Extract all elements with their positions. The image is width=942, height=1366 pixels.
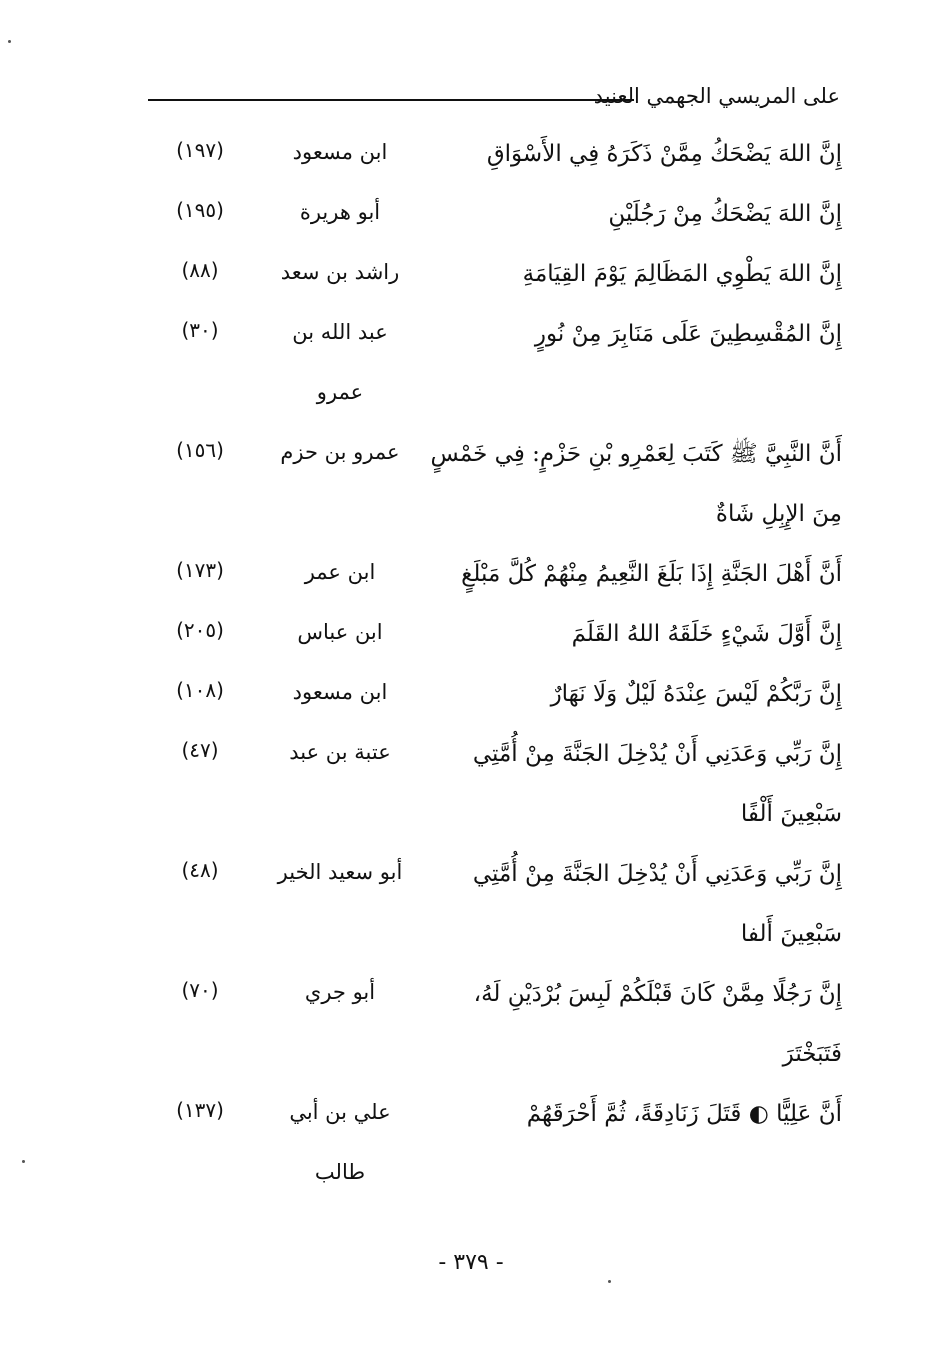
- narrator: عمرو بن حزم: [280, 440, 400, 464]
- header-rule: [148, 99, 634, 101]
- hadith-number: (٤٨): [181, 858, 219, 882]
- index-entry: [140, 308, 842, 428]
- header-title: على المريسي الجهمي العنيد: [593, 84, 840, 108]
- narrator: ابن عمر: [304, 560, 376, 584]
- hadith-text: إِنَّ رَبِّي وَعَدَنِي أَنْ يُدْخِلَ الجَنَّةَ مِنْ أُمَّتِي: [472, 741, 842, 767]
- hadith-number: (٨٨): [181, 258, 219, 282]
- narrator: ابن مسعود: [292, 680, 388, 704]
- hadith-text: إِنَّ رَجُلًا مِمَّنْ كَانَ قَبْلَكُمْ لَبِسَ بُرْدَيْنِ لَهُ،: [473, 981, 842, 1007]
- hadith-text: أَنَّ أَهْلَ الجَنَّةِ إِذَا بَلَغَ النَّعِيمُ مِنْهُمْ كُلَّ مَبْلَغٍ: [461, 561, 842, 587]
- hadith-text-continuation: سَبْعِينَ أَلْفًا: [740, 801, 842, 827]
- narrator: عبد الله بن: [292, 320, 388, 344]
- scan-speck: [608, 1280, 611, 1283]
- hadith-number: (٣٠): [181, 318, 219, 342]
- hadith-number: (٢٠٥): [176, 618, 224, 642]
- index-entry: [140, 848, 842, 968]
- index-entry: [140, 128, 842, 188]
- index-entry: [140, 1088, 842, 1208]
- hadith-number: (١٥٦): [176, 438, 224, 462]
- running-header: [148, 82, 840, 116]
- hadith-text-continuation: سَبْعِينَ أَلفا: [740, 921, 842, 947]
- hadith-number: (٧٠): [181, 978, 219, 1002]
- hadith-index-list: [140, 128, 842, 1208]
- page-number: - ٣٧٩ -: [438, 1250, 504, 1275]
- hadith-number: (١٩٧): [176, 138, 224, 162]
- index-entry: [140, 248, 842, 308]
- index-entry: [140, 188, 842, 248]
- hadith-text: إِنَّ اللهَ يَطْوِي المَظَالِمَ يَوْمَ القِيَامَةِ: [522, 261, 842, 287]
- hadith-text-continuation: مِنَ الإِبِلِ شَاةٌ: [715, 501, 842, 527]
- index-entry: [140, 608, 842, 668]
- hadith-text: أَنَّ النَّبِيَّ ﷺ كَتَبَ لِعَمْرِو بْنِ حَزْمٍ: فِي خَمْسٍ: [430, 441, 842, 467]
- hadith-text: إِنَّ المُقْسِطِينَ عَلَى مَنَابِرَ مِنْ نُورٍ: [534, 321, 842, 347]
- hadith-text: إِنَّ رَبِّي وَعَدَنِي أَنْ يُدْخِلَ الجَنَّةَ مِنْ أُمَّتِي: [472, 861, 842, 887]
- narrator: عتبة بن عبد: [289, 740, 391, 764]
- narrator-continuation: عمرو: [316, 380, 364, 404]
- narrator: أبو سعيد الخير: [277, 860, 403, 884]
- narrator-continuation: طالب: [314, 1160, 366, 1184]
- hadith-text: إِنَّ أَوَّلَ شَيْءٍ خَلَقَهُ اللهُ القَلَمَ: [571, 621, 842, 647]
- index-entry: [140, 728, 842, 848]
- scan-speck: [22, 1160, 25, 1163]
- index-entry: [140, 968, 842, 1088]
- hadith-text: إِنَّ رَبَّكُمْ لَيْسَ عِنْدَهُ لَيْلٌ وَلَا نَهَارٌ: [550, 681, 842, 707]
- narrator: أبو هريرة: [299, 200, 381, 224]
- narrator: أبو جري: [304, 980, 376, 1004]
- hadith-text: إِنَّ اللهَ يَضْحَكُ مِمَّنْ ذَكَرَهُ فِي الأَسْوَاقِ: [486, 141, 842, 167]
- index-entry: [140, 668, 842, 728]
- narrator: راشد بن سعد: [280, 260, 400, 284]
- hadith-text-continuation: فَتَبَخْتَرَ: [782, 1041, 842, 1067]
- hadith-text: إِنَّ اللهَ يَضْحَكُ مِنْ رَجُلَيْنِ: [608, 201, 842, 227]
- hadith-number: (١٣٧): [176, 1098, 224, 1122]
- index-entry: [140, 428, 842, 548]
- hadith-number: (١٩٥): [176, 198, 224, 222]
- narrator: علي بن أبي: [289, 1100, 391, 1124]
- hadith-number: (٤٧): [181, 738, 219, 762]
- index-entry: [140, 548, 842, 608]
- narrator: ابن مسعود: [292, 140, 388, 164]
- hadith-number: (١٧٣): [176, 558, 224, 582]
- hadith-number: (١٠٨): [176, 678, 224, 702]
- scan-speck: [8, 40, 11, 43]
- hadith-text: أَنَّ عَلِيًّا ◐ قَتَلَ زَنَادِقَةً، ثُمَّ أَحْرَقَهُمْ: [526, 1101, 842, 1127]
- narrator: ابن عباس: [297, 620, 383, 644]
